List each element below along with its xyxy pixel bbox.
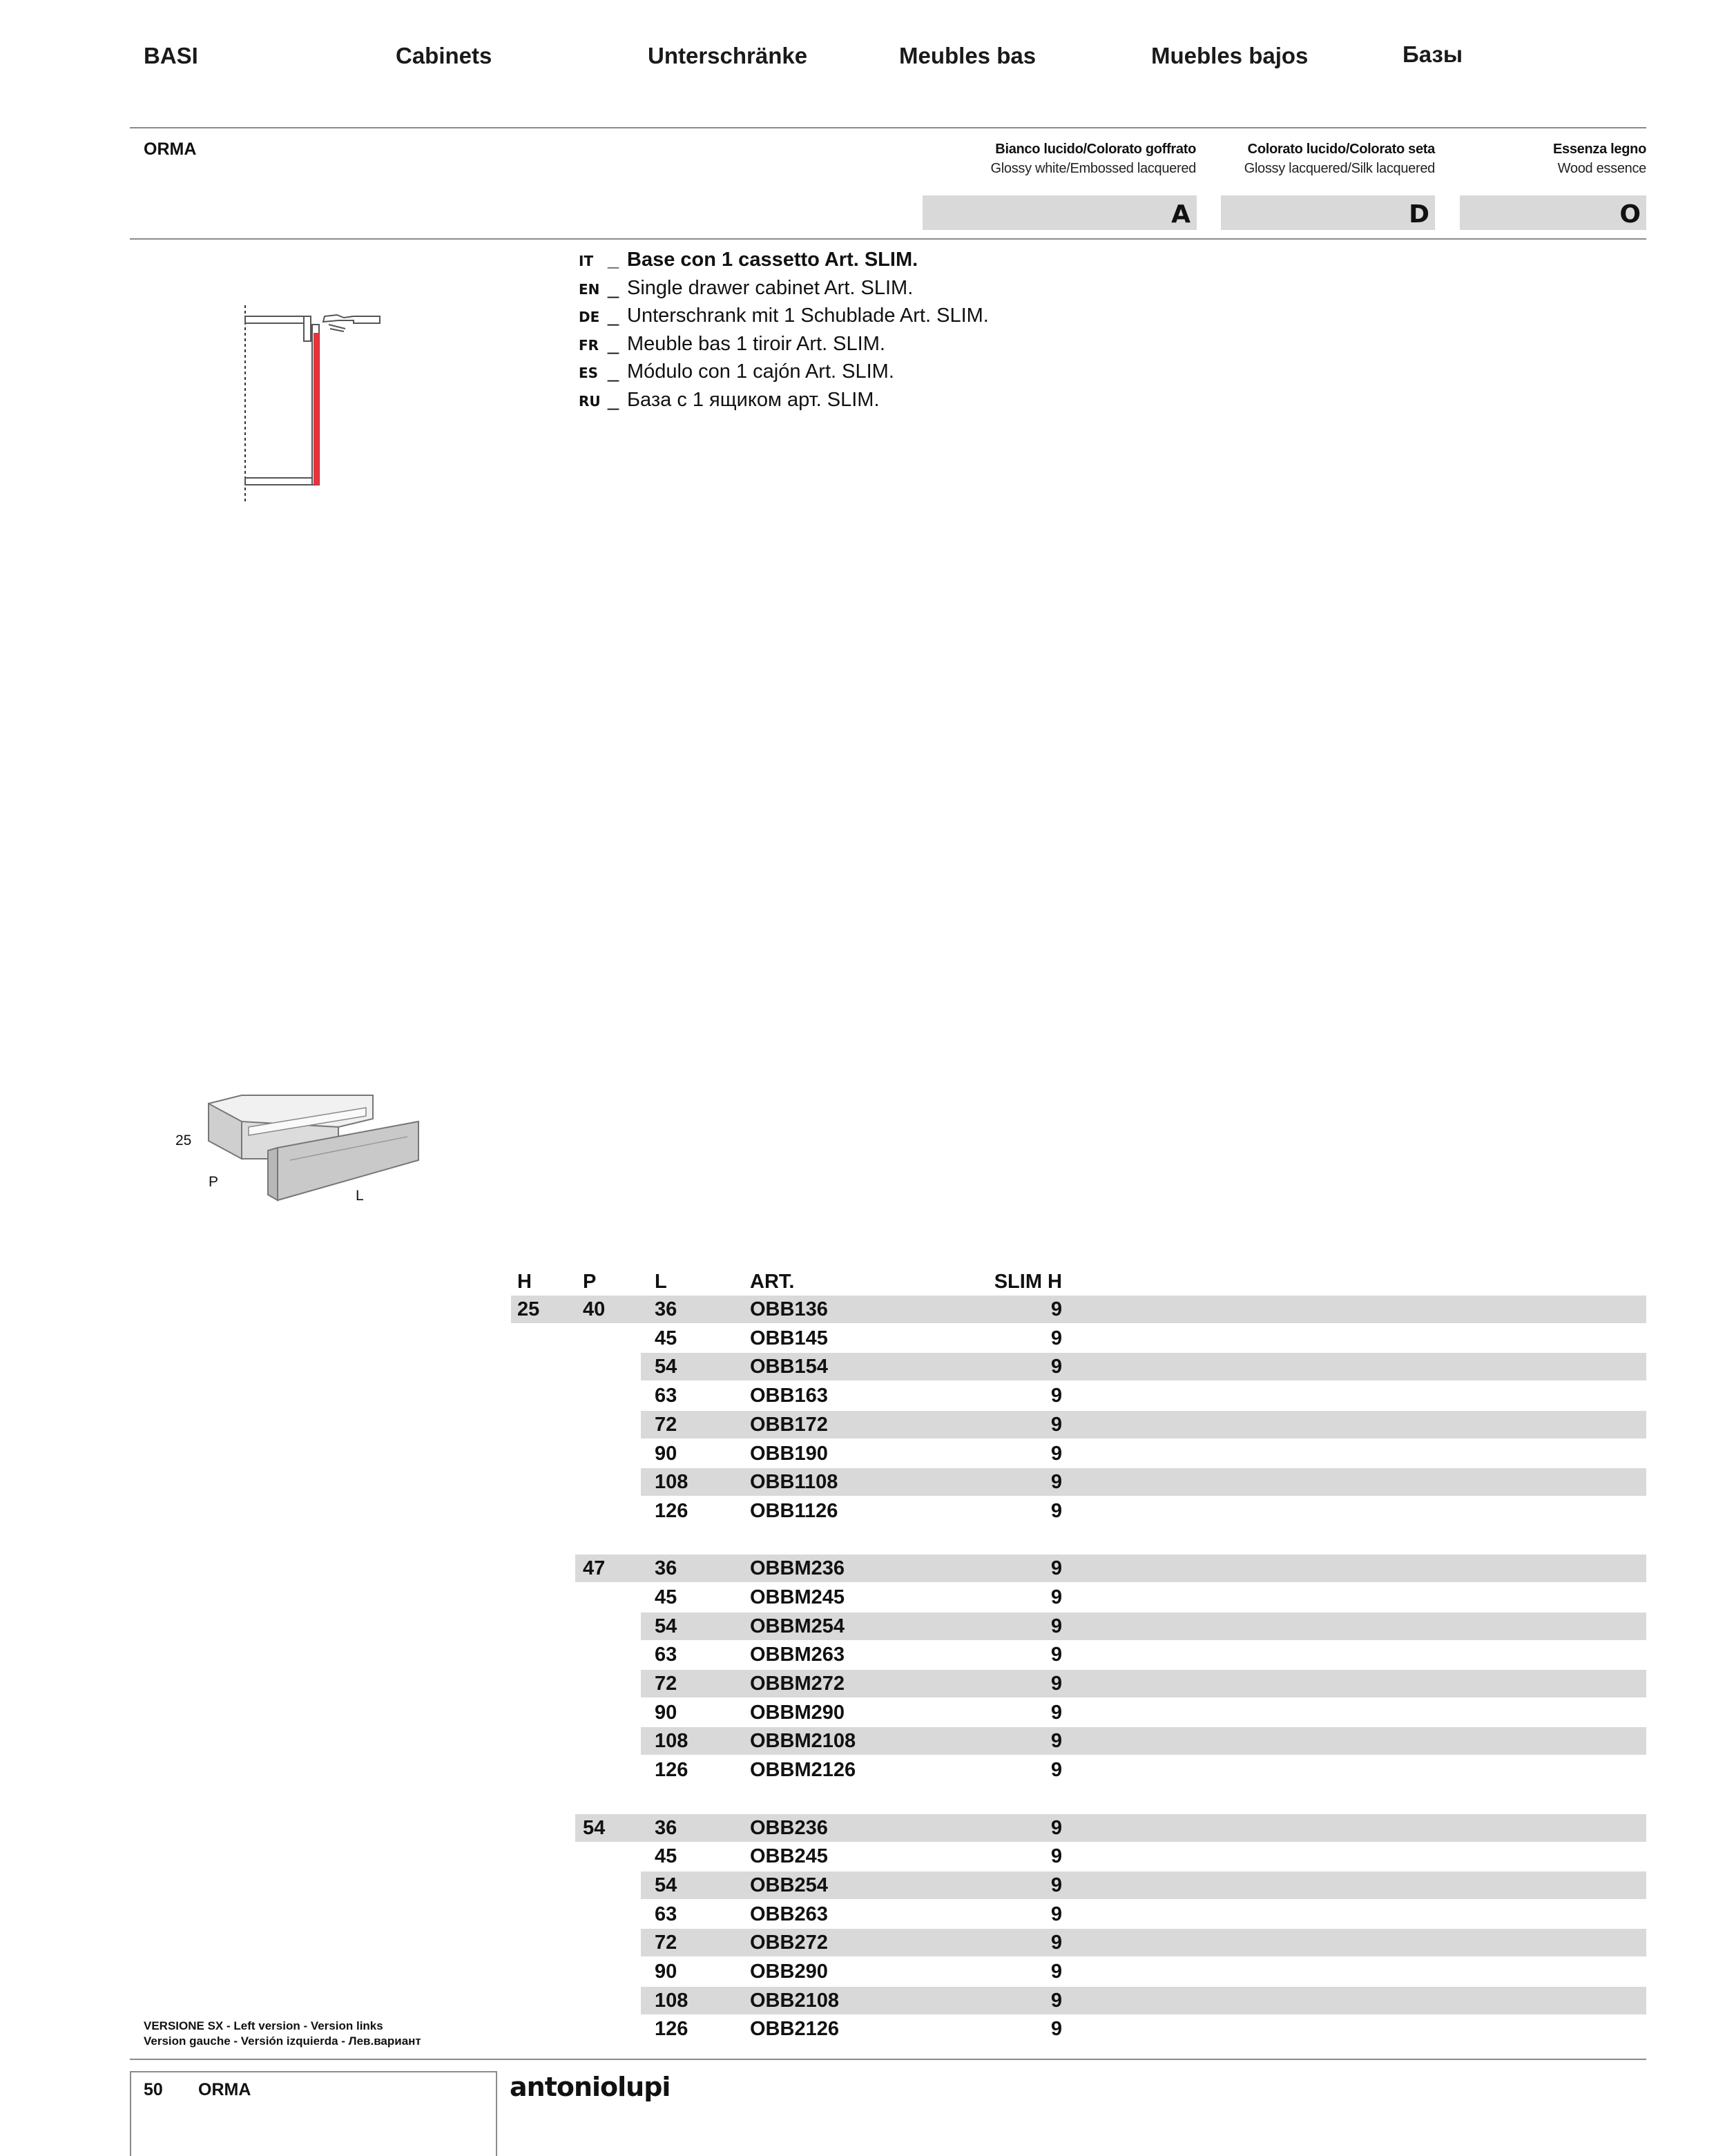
finish-d-title: Colorato lucido/Colorato seta <box>1247 142 1435 157</box>
table-row-stripe <box>575 1814 1646 1842</box>
cell-slim: 9 <box>1050 1759 1062 1781</box>
description-it <box>579 249 918 271</box>
cell-slim: 9 <box>1050 1414 1062 1436</box>
finishes-rule <box>130 238 1646 240</box>
col-header-art: ART. <box>750 1271 795 1293</box>
finish-a-title: Bianco lucido/Colorato goffrato <box>995 142 1196 157</box>
footer-box <box>130 2071 497 2156</box>
cell-l: 90 <box>655 1443 677 1465</box>
description-de <box>579 305 989 327</box>
cell-art: OBB154 <box>750 1356 828 1378</box>
cell-l: 63 <box>655 1644 677 1666</box>
cell-art: OBBM263 <box>750 1644 845 1666</box>
cell-l: 45 <box>655 1845 677 1867</box>
cell-art: OBBM290 <box>750 1702 845 1724</box>
description-text-de: Unterschrank mit 1 Schublade Art. SLIM. <box>627 305 989 327</box>
collection-label: ORMA <box>144 139 197 159</box>
cell-p: 47 <box>583 1557 606 1579</box>
finish-d-box <box>1221 195 1435 230</box>
brand-logo: antoniolupi <box>510 2072 671 2102</box>
cell-l: 54 <box>655 1615 677 1637</box>
lang-code-ru: RU <box>579 393 601 410</box>
header-meubles-bas: Meubles bas <box>899 43 1037 68</box>
table-row-stripe <box>511 1296 1646 1323</box>
cell-art: OBBM2126 <box>750 1759 856 1781</box>
cell-art: OBB263 <box>750 1903 828 1925</box>
cell-l: 63 <box>655 1385 677 1407</box>
description-text-es: Módulo con 1 cajón Art. SLIM. <box>627 360 894 383</box>
cell-l: 126 <box>655 1500 688 1522</box>
cell-art: OBBM245 <box>750 1586 845 1608</box>
cell-p: 40 <box>583 1298 606 1320</box>
cell-art: OBB136 <box>750 1298 828 1320</box>
lang-sep: _ <box>608 277 619 299</box>
lang-sep: _ <box>608 305 619 327</box>
page-number: 50 <box>144 2080 163 2099</box>
cell-l: 36 <box>655 1817 677 1839</box>
cabinet-section-drawing <box>235 297 401 504</box>
cell-l: 90 <box>655 1702 677 1724</box>
cell-l: 45 <box>655 1586 677 1608</box>
header-basi: BASI <box>144 43 198 68</box>
col-header-h: H <box>517 1271 532 1293</box>
cell-slim: 9 <box>1050 1874 1062 1896</box>
cell-slim: 9 <box>1050 1673 1062 1695</box>
cell-l: 54 <box>655 1356 677 1378</box>
cabinet-3d-drawing <box>200 1091 428 1215</box>
description-text-fr: Meuble bas 1 tiroir Art. SLIM. <box>627 333 885 355</box>
header-cabinets: Cabinets <box>396 43 492 68</box>
header-rule <box>130 127 1646 128</box>
col-header-slim: SLIM H <box>994 1271 1062 1293</box>
cell-l: 72 <box>655 1932 677 1954</box>
cell-l: 45 <box>655 1327 677 1349</box>
cell-slim: 9 <box>1050 1327 1062 1349</box>
cell-art: OBB172 <box>750 1414 828 1436</box>
cell-art: OBB1108 <box>750 1471 838 1493</box>
description-text-it: Base con 1 cassetto Art. SLIM. <box>627 249 918 271</box>
cell-slim: 9 <box>1050 1385 1062 1407</box>
cell-slim: 9 <box>1050 1500 1062 1522</box>
finish-a-subtitle: Glossy white/Embossed lacquered <box>990 161 1196 176</box>
cell-art: OBB1126 <box>750 1500 838 1522</box>
lang-sep: _ <box>608 333 619 355</box>
cell-l: 72 <box>655 1414 677 1436</box>
finish-a-code: A <box>1171 200 1191 229</box>
cell-slim: 9 <box>1050 1298 1062 1320</box>
footer-rule <box>130 2059 1646 2060</box>
description-en <box>579 277 913 300</box>
lang-code-en: EN <box>579 281 600 298</box>
cell-h: 25 <box>517 1298 540 1320</box>
header-unterschraenke: Unterschränke <box>648 43 808 68</box>
lang-sep: _ <box>608 249 619 271</box>
cell-art: OBB236 <box>750 1817 828 1839</box>
cell-slim: 9 <box>1050 2018 1062 2040</box>
cell-l: 108 <box>655 1730 688 1752</box>
cell-art: OBBM236 <box>750 1557 845 1579</box>
description-es <box>579 360 894 383</box>
cell-art: OBB145 <box>750 1327 828 1349</box>
col-header-p: P <box>583 1271 597 1293</box>
cell-l: 54 <box>655 1874 677 1896</box>
col-header-l: L <box>655 1271 667 1293</box>
cell-l: 126 <box>655 2018 688 2040</box>
description-fr <box>579 333 885 356</box>
dimension-depth-label: P <box>209 1174 219 1190</box>
lang-code-fr: FR <box>579 337 599 354</box>
cell-l: 126 <box>655 1759 688 1781</box>
cell-l: 90 <box>655 1961 677 1983</box>
cell-slim: 9 <box>1050 1961 1062 1983</box>
cell-slim: 9 <box>1050 1356 1062 1378</box>
cell-l: 63 <box>655 1903 677 1925</box>
cell-art: OBB190 <box>750 1443 828 1465</box>
cell-art: OBB2126 <box>750 2018 839 2040</box>
finish-d-subtitle: Glossy lacquered/Silk lacquered <box>1244 161 1435 176</box>
description-text-ru: База с 1 ящиком арт. SLIM. <box>627 389 880 411</box>
version-note-line2: Version gauche - Versión izquierda - Лев.вариант <box>144 2034 421 2048</box>
cell-slim: 9 <box>1050 1845 1062 1867</box>
lang-sep: _ <box>608 389 619 411</box>
cell-art: OBB163 <box>750 1385 828 1407</box>
lang-sep: _ <box>608 360 619 383</box>
cell-art: OBB2108 <box>750 1990 839 2012</box>
cell-slim: 9 <box>1050 1443 1062 1465</box>
cell-art: OBBM272 <box>750 1673 845 1695</box>
cell-slim: 9 <box>1050 1586 1062 1608</box>
version-note-line1: VERSIONE SX - Left version - Version links <box>144 2019 383 2032</box>
cell-art: OBB254 <box>750 1874 828 1896</box>
cell-l: 72 <box>655 1673 677 1695</box>
cell-l: 108 <box>655 1471 688 1493</box>
cell-l: 36 <box>655 1298 677 1320</box>
cell-art: OBB290 <box>750 1961 828 1983</box>
header-muebles-bajos: Muebles bajos <box>1151 43 1309 68</box>
cell-l: 36 <box>655 1557 677 1579</box>
finish-a-box <box>923 195 1197 230</box>
cell-slim: 9 <box>1050 1615 1062 1637</box>
cell-slim: 9 <box>1050 1990 1062 2012</box>
finish-o-title: Essenza legno <box>1552 142 1646 157</box>
table-row-stripe <box>575 1555 1646 1582</box>
cell-l: 108 <box>655 1990 688 2012</box>
lang-code-de: DE <box>579 309 600 325</box>
dimension-height-label: 25 <box>175 1133 192 1148</box>
cell-art: OBBM2108 <box>750 1730 856 1752</box>
cell-slim: 9 <box>1050 1932 1062 1954</box>
cell-slim: 9 <box>1050 1903 1062 1925</box>
lang-code-it: IT <box>579 253 594 269</box>
cell-slim: 9 <box>1050 1702 1062 1724</box>
finish-d-code: D <box>1409 200 1429 229</box>
cell-p: 54 <box>583 1817 606 1839</box>
description-ru <box>579 389 880 412</box>
cell-art: OBB272 <box>750 1932 828 1954</box>
header-bazy: Базы <box>1403 41 1463 67</box>
cell-slim: 9 <box>1050 1817 1062 1839</box>
cell-slim: 9 <box>1050 1557 1062 1579</box>
finish-o-box <box>1460 195 1646 230</box>
description-text-en: Single drawer cabinet Art. SLIM. <box>627 277 914 299</box>
footer-collection: ORMA <box>198 2080 251 2099</box>
lang-code-es: ES <box>579 365 599 381</box>
cell-slim: 9 <box>1050 1644 1062 1666</box>
cell-art: OBBM254 <box>750 1615 845 1637</box>
finish-o-code: O <box>1619 200 1641 229</box>
cell-slim: 9 <box>1050 1471 1062 1493</box>
finish-o-subtitle: Wood essence <box>1557 161 1646 176</box>
dimension-length-label: L <box>356 1188 364 1204</box>
cell-slim: 9 <box>1050 1730 1062 1752</box>
cell-art: OBB245 <box>750 1845 828 1867</box>
